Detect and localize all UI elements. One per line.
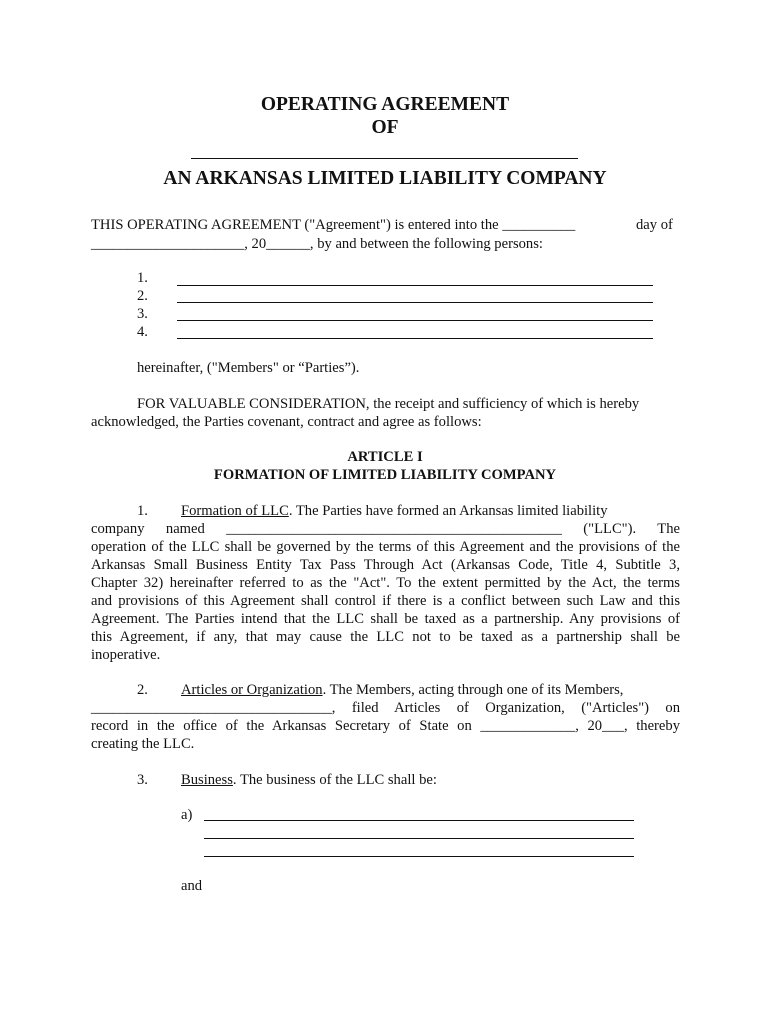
section-1-line: company named ______________________________________________ ("LLC"). The: [91, 521, 680, 537]
intro-day-of: day of: [636, 217, 673, 233]
section-1-line: Chapter 32) hereinafter referred to as the "Act". To the extent permitted by the Act, the terms: [91, 575, 680, 591]
section-3-item-a: a): [181, 807, 193, 823]
section-2-lead: [181, 681, 623, 699]
business-blank: [204, 856, 634, 857]
person-blank: [177, 338, 653, 339]
section-2-lead-text: . The Members, acting through one of its Members,: [322, 682, 624, 698]
section-1-lead-text: . The Parties have formed an Arkansas limited liability: [288, 503, 608, 519]
section-2-number: 2.: [137, 682, 148, 698]
section-1-lead: [181, 502, 608, 520]
doc-title: OPERATING AGREEMENT: [260, 94, 510, 115]
business-blank: [204, 820, 634, 821]
section-3-number: 3.: [137, 772, 148, 788]
person-blank: [177, 320, 653, 321]
section-2-title: Articles or Organization: [181, 682, 323, 698]
person-number: 4.: [137, 324, 148, 340]
consideration-line-1: FOR VALUABLE CONSIDERATION, the receipt and sufficiency of which is hereby: [137, 396, 640, 412]
section-1-number: 1.: [137, 503, 148, 519]
section-1-line: Arkansas Small Business Entity Tax Pass Through Act (Arkansas Code, Title 4, Subtitle 3,: [91, 557, 680, 573]
section-1-line: and provisions of this Agreement shall control if there is a conflict between such Law and this: [91, 593, 680, 609]
consideration-line-2: acknowledged, the Parties covenant, contract and agree as follows:: [91, 414, 482, 430]
person-number: 3.: [137, 306, 148, 322]
article-heading: ARTICLE I: [347, 449, 423, 465]
article-subheading: FORMATION OF LIMITED LIABILITY COMPANY: [213, 467, 557, 483]
person-blank: [177, 285, 653, 286]
person-number: 1.: [137, 270, 148, 286]
section-2-line: _________________________________, filed Articles of Organization, ("Articles") on: [91, 700, 680, 716]
section-1-line: Agreement. The Parties intend that the LLC shall be taxed as a partnership. Any provisions of: [91, 611, 680, 627]
doc-subtitle: AN ARKANSAS LIMITED LIABILITY COMPANY: [163, 168, 607, 189]
section-1-line-last: inoperative.: [91, 647, 161, 663]
person-blank: [177, 302, 653, 303]
section-3-and: and: [181, 878, 203, 894]
section-3-lead-text: . The business of the LLC shall be:: [232, 772, 437, 788]
hereinafter-text: hereinafter, ("Members" or “Parties”).: [137, 360, 360, 376]
doc-title-of: OF: [371, 117, 399, 138]
intro-line-2: _____________________, 20______, by and between the following persons:: [91, 236, 543, 252]
section-1-title: Formation of LLC: [181, 503, 289, 519]
section-3-lead: [181, 771, 437, 789]
section-2-line: record in the office of the Arkansas Secretary of State on _____________, 20___, thereby: [91, 718, 680, 734]
person-number: 2.: [137, 288, 148, 304]
intro-line-1: THIS OPERATING AGREEMENT ("Agreement") is entered into the __________: [91, 217, 576, 233]
section-1-line: this Agreement, if any, that may cause the LLC not to be taxed as a partnership shall be: [91, 629, 680, 645]
company-name-blank: [191, 158, 578, 159]
business-blank: [204, 838, 634, 839]
section-1-line: operation of the LLC shall be governed by the terms of this Agreement and the provisions of the: [91, 539, 680, 555]
section-2-line-last: creating the LLC.: [91, 736, 195, 752]
section-3-title: Business: [181, 772, 233, 788]
